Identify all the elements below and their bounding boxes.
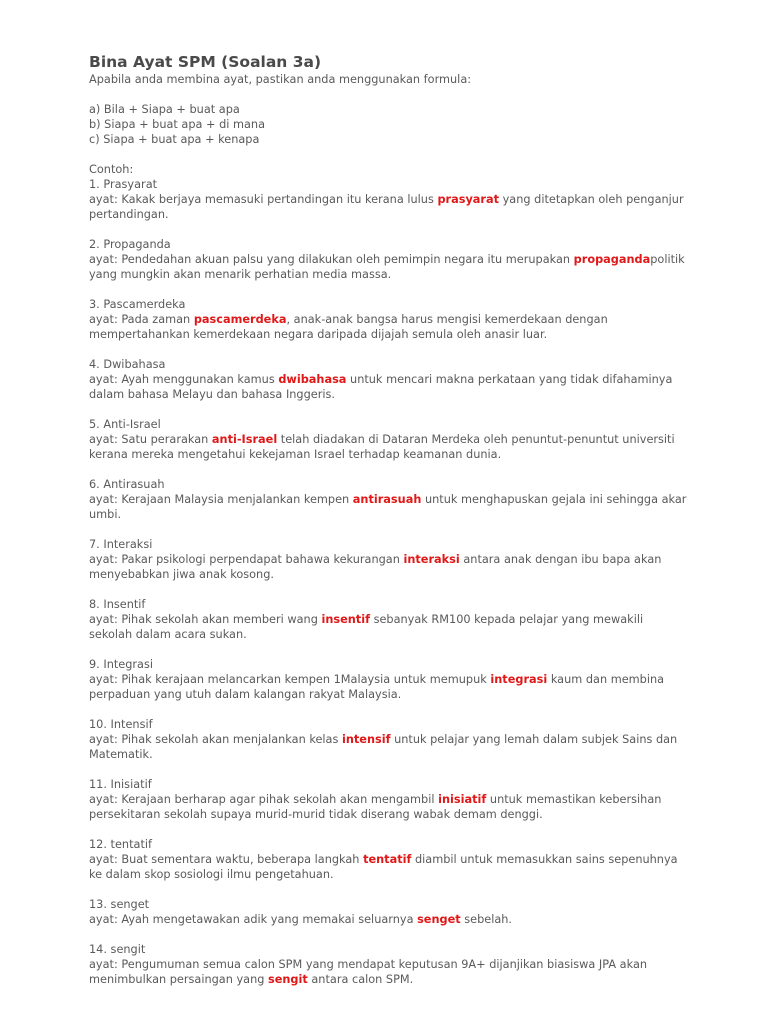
example-item — [89, 942, 688, 987]
example-heading: 2. Propaganda — [89, 238, 171, 251]
spacer — [89, 87, 688, 102]
example-item — [89, 417, 688, 462]
sentence-text: ayat: Ayah mengetawakan adik yang memakai seluarnya — [89, 913, 418, 926]
example-item — [89, 237, 688, 282]
sentence-text: antara calon SPM. — [307, 973, 414, 986]
example-sentence — [89, 312, 688, 342]
sentence-text: politik yang mungkin akan menarik perhatian media massa. — [89, 253, 685, 281]
example-item — [89, 717, 688, 762]
sentence-text: antara anak dengan ibu bapa akan menyebabkan jiwa anak kosong. — [89, 553, 662, 581]
document-body — [89, 72, 688, 987]
sentence-text: untuk mencari makna perkataan yang tidak difahaminya dalam bahasa Melayu dan bahasa Inggeris. — [89, 373, 673, 401]
keyword-highlight: sengit — [268, 973, 308, 986]
example-item — [89, 837, 688, 882]
sentence-text: untuk pelajar yang lemah dalam subjek Sains dan Matematik. — [89, 733, 678, 761]
formula-c: c) Siapa + buat apa + kenapa — [89, 133, 260, 146]
example-sentence — [89, 252, 688, 282]
keyword-highlight: dwibahasa — [278, 373, 347, 386]
keyword-highlight: pascamerdeka — [193, 313, 287, 326]
example-sentence — [89, 612, 688, 642]
examples-list — [89, 177, 688, 987]
sentence-text: ayat: Pada zaman — [89, 313, 194, 326]
example-sentence — [89, 957, 688, 987]
sentence-text: ayat: Pihak kerajaan melancarkan kempen 1Malaysia untuk memupuk — [89, 673, 491, 686]
example-sentence — [89, 432, 688, 462]
keyword-highlight: interaksi — [403, 553, 460, 566]
sentence-text: kaum dan membina perpaduan yang utuh dalam kalangan rakyat Malaysia. — [89, 673, 665, 701]
sentence-text: ayat: Pihak sekolah akan menjalankan kelas — [89, 733, 342, 746]
sentence-text: telah diadakan di Dataran Merdeka oleh penuntut-penuntut universiti kerana mereka mengetahui kekejaman Israel terhadap keamanan dunia. — [89, 433, 675, 461]
example-heading: 7. Interaksi — [89, 538, 153, 551]
sentence-text: ayat: Pendedahan akuan palsu yang dilakukan oleh pemimpin negara itu merupakan — [89, 253, 574, 266]
example-heading: 4. Dwibahasa — [89, 358, 166, 371]
keyword-highlight: tentatif — [363, 853, 412, 866]
example-sentence — [89, 852, 688, 882]
example-heading: 6. Antirasuah — [89, 478, 165, 491]
sentence-text: ayat: Pengumuman semua calon SPM yang mendapat keputusan 9A+ dijanjikan biasiswa JPA akan menimbulkan persaingan yang — [89, 958, 648, 986]
example-item — [89, 297, 688, 342]
sentence-text: untuk menghapuskan gejala ini sehingga akar umbi. — [89, 493, 687, 521]
example-heading: 3. Pascamerdeka — [89, 298, 186, 311]
sentence-text: ayat: Pihak sekolah akan memberi wang — [89, 613, 322, 626]
keyword-highlight: propaganda — [573, 253, 651, 266]
example-heading: 8. Insentif — [89, 598, 146, 611]
keyword-highlight: senget — [417, 913, 461, 926]
keyword-highlight: prasyarat — [437, 193, 500, 206]
sentence-text: ayat: Ayah menggunakan kamus — [89, 373, 279, 386]
example-item — [89, 537, 688, 582]
example-heading: 13. senget — [89, 898, 150, 911]
example-sentence — [89, 372, 688, 402]
keyword-highlight: integrasi — [490, 673, 548, 686]
example-sentence — [89, 192, 688, 222]
keyword-highlight: intensif — [341, 733, 391, 746]
sentence-text: yang ditetapkan oleh penganjur pertandingan. — [89, 193, 684, 221]
spacer — [89, 147, 688, 162]
example-sentence — [89, 732, 688, 762]
sentence-text: ayat: Kerajaan Malaysia menjalankan kempen — [89, 493, 353, 506]
example-heading: 10. Intensif — [89, 718, 153, 731]
example-item — [89, 477, 688, 522]
example-sentence — [89, 912, 688, 927]
sentence-text: untuk memastikan kebersihan persekitaran sekolah supaya murid-murid tidak diserang wabak demam denggi. — [89, 793, 662, 821]
sentence-text: ayat: Buat sementara waktu, beberapa langkah — [89, 853, 364, 866]
example-heading: 5. Anti-Israel — [89, 418, 161, 431]
keyword-highlight: inisiatif — [438, 793, 487, 806]
example-heading: 11. Inisiatif — [89, 778, 152, 791]
formula-b: b) Siapa + buat apa + di mana — [89, 118, 265, 131]
example-item — [89, 357, 688, 402]
keyword-highlight: anti-Israel — [211, 433, 278, 446]
sentence-text: ayat: Pakar psikologi perpendapat bahawa kekurangan — [89, 553, 404, 566]
example-sentence — [89, 672, 688, 702]
example-heading: 14. sengit — [89, 943, 146, 956]
example-item — [89, 597, 688, 642]
example-heading: 9. Integrasi — [89, 658, 154, 671]
sentence-text: ayat: Kakak berjaya memasuki pertandingan itu kerana lulus — [89, 193, 438, 206]
sentence-text: diambil untuk memasukkan sains sepenuhnya ke dalam skop sosiologi ilmu pengetahuan. — [89, 853, 678, 881]
sentence-text: ayat: Kerajaan berharap agar pihak sekolah akan mengambil — [89, 793, 439, 806]
sentence-text: sebanyak RM100 kepada pelajar yang mewakili sekolah dalam acara sukan. — [89, 613, 644, 641]
example-item — [89, 777, 688, 822]
example-heading: 1. Prasyarat — [89, 178, 158, 191]
example-sentence — [89, 492, 688, 522]
keyword-highlight: insentif — [321, 613, 370, 626]
sentence-text: ayat: Satu perarakan — [89, 433, 212, 446]
example-item — [89, 177, 688, 222]
example-sentence — [89, 552, 688, 582]
contoh-label: Contoh: — [89, 163, 134, 176]
intro-text: Apabila anda membina ayat, pastikan anda menggunakan formula: — [89, 73, 472, 86]
example-item — [89, 897, 688, 927]
example-item — [89, 657, 688, 702]
page-title: Bina Ayat SPM (Soalan 3a) — [89, 53, 322, 71]
example-sentence — [89, 792, 688, 822]
formula-a: a) Bila + Siapa + buat apa — [89, 103, 240, 116]
sentence-text: sebelah. — [460, 913, 513, 926]
keyword-highlight: antirasuah — [352, 493, 422, 506]
example-heading: 12. tentatif — [89, 838, 152, 851]
sentence-text: , anak-anak bangsa harus mengisi kemerdekaan dengan mempertahankan kemerdekaan negara daripada dijajah semula oleh anasir luar. — [89, 313, 608, 341]
